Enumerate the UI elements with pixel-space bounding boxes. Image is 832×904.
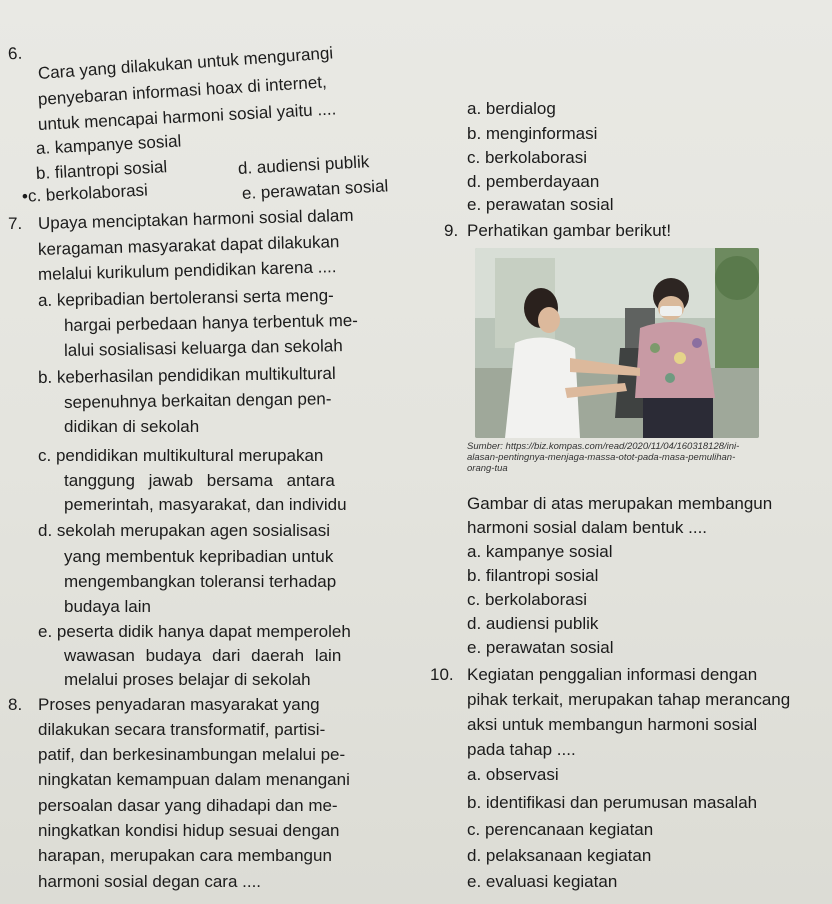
- question-text-line: Upaya menciptakan harmoni sosial dalam: [37, 205, 354, 233]
- question-text-line: keragaman masyarakat dapat dilakukan: [37, 232, 340, 259]
- question-text-line: Cara yang dilakukan untuk mengurangi: [37, 43, 334, 83]
- option-b: b. filantropi sosial: [35, 157, 168, 183]
- option-a: a. kampanye sosial: [467, 542, 613, 561]
- question-text-line: aksi untuk membangun harmoni sosial: [467, 715, 758, 734]
- option-e-line: melalui proses belajar di sekolah: [64, 670, 311, 689]
- option-e: e. perawatan sosial: [467, 195, 614, 214]
- option-d: d. pemberdayaan: [467, 172, 600, 191]
- option-a-line: lalui sosialisasi keluarga dan sekolah: [63, 336, 343, 360]
- question-text-line: Proses penyadaran masyarakat yang: [38, 695, 320, 714]
- question-text-line: melalui kurikulum pendidikan karena ....: [37, 257, 337, 284]
- question-text-line: ningkatan kemampuan dalam menangani: [38, 770, 350, 789]
- image-source-line: orang-tua: [467, 463, 508, 474]
- option-c: c. berkolaborasi: [467, 148, 588, 167]
- question-text-line: harapan, merupakan cara membangun: [38, 846, 332, 865]
- question-number: 6.: [7, 43, 23, 64]
- option-a: a. observasi: [467, 765, 559, 784]
- question-number: 9.: [444, 221, 459, 240]
- image-source-line: alasan-pentingnya-menjaga-massa-otot-pada-masa-pemulihan-: [467, 452, 736, 463]
- option-d-line: yang membentuk kepribadian untuk: [64, 547, 334, 566]
- question-text-line: ningkatkan kondisi hidup sesuai dengan: [38, 821, 340, 840]
- question-number: 8.: [8, 695, 23, 714]
- question-prompt: Perhatikan gambar berikut!: [467, 221, 672, 240]
- option-a: a. berdialog: [467, 99, 556, 118]
- option-d: d. pelaksanaan kegiatan: [467, 846, 652, 865]
- question-number: 7.: [8, 214, 23, 233]
- option-c: c. pendidikan multikultural merupakan: [38, 446, 324, 465]
- question-text-line: penyebaran informasi hoax di internet,: [37, 72, 328, 109]
- option-e-line: wawasan budaya dari daerah lain: [64, 646, 342, 665]
- option-b: b. menginformasi: [467, 124, 598, 143]
- option-c: c. perencanaan kegiatan: [467, 820, 654, 839]
- option-b-line: didikan di sekolah: [64, 417, 200, 436]
- option-b: b. identifikasi dan perumusan masalah: [467, 793, 758, 812]
- question-text-line: Kegiatan penggalian informasi dengan: [467, 665, 758, 684]
- option-d: d. audiensi publik: [237, 152, 370, 178]
- photo-illustration: [475, 248, 759, 438]
- option-e: e. perawatan sosial: [467, 638, 614, 657]
- option-e: e. evaluasi kegiatan: [467, 872, 618, 891]
- question-text-line: persoalan dasar yang dihadapi dan me-: [38, 796, 338, 815]
- option-b: b. keberhasilan pendidikan multikultural: [37, 363, 336, 387]
- question-text-line: dilakukan secara transformatif, partisi-: [38, 720, 326, 739]
- option-c: •c. berkolaborasi: [21, 180, 149, 206]
- option-a-line: hargai perbedaan hanya terbentuk me-: [63, 310, 359, 335]
- option-b: b. filantropi sosial: [467, 566, 599, 585]
- question-text-line: untuk mencapai harmoni sosial yaitu ....: [37, 99, 337, 134]
- option-d-line: mengembangkan toleransi terhadap: [64, 572, 337, 591]
- option-d: d. sekolah merupakan agen sosialisasi: [38, 521, 331, 540]
- option-c-line: pemerintah, masyarakat, dan individu: [64, 495, 347, 514]
- question-text-line: pihak terkait, merupakan tahap merancang: [467, 690, 791, 709]
- question-number: 10.: [430, 665, 454, 684]
- question-text-line: harmoni sosial dalam bentuk ....: [467, 518, 708, 537]
- image-source-line: Sumber: https://biz.kompas.com/read/2020/11/04/160318128/ini-: [467, 441, 740, 452]
- question-text-line: patif, dan berkesinambungan melalui pe-: [38, 745, 346, 764]
- option-b-line: sepenuhnya berkaitan dengan pen-: [63, 389, 332, 412]
- option-e: e. peserta didik hanya dapat memperoleh: [38, 622, 351, 641]
- option-d-line: budaya lain: [64, 597, 151, 616]
- caregiver-elderly-photo: [475, 248, 759, 438]
- option-d: d. audiensi publik: [467, 614, 599, 633]
- question-text-line: pada tahap ....: [467, 740, 576, 759]
- option-a: a. kampanye sosial: [35, 131, 182, 158]
- option-e: e. perawatan sosial: [241, 176, 389, 203]
- option-a: a. kepribadian bertoleransi serta meng-: [37, 285, 334, 310]
- question-text-line: harmoni sosial degan cara ....: [38, 872, 262, 891]
- question-text-line: Gambar di atas merupakan membangun: [467, 494, 773, 513]
- option-c: c. berkolaborasi: [467, 590, 588, 609]
- option-c-line: tanggung jawab bersama antara: [64, 471, 335, 490]
